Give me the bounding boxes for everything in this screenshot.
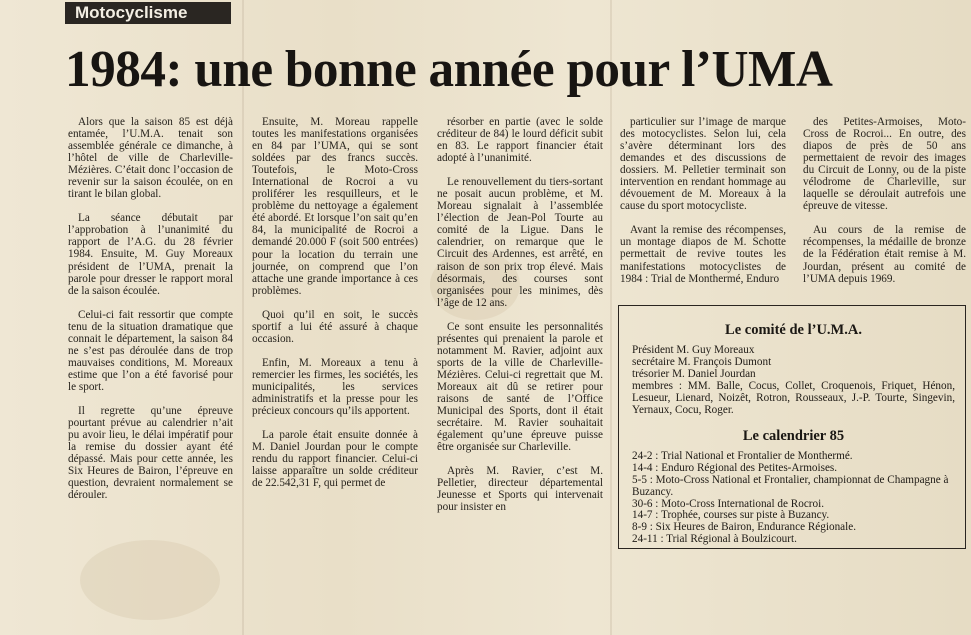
paragraph: Enfin, M. Moreaux a tenu à remercier les firmes, les sociétés, les municipalités, les services administratifs et la presse pour les précieux concours qu’ils apportent. xyxy=(252,356,418,418)
section-rubric: Motocyclisme xyxy=(65,2,231,24)
committee-calendar-box xyxy=(618,305,966,549)
paragraph: Alors que la saison 85 est déjà entamée, l’U.M.A. tenait son assemblée générale ce dimanche, à l’hôtel de ville de Charleville-Mézières. C’était donc l’occasion de revenir sur la saison écoulée, on en tirant le bilan global. xyxy=(68,116,233,201)
calendar-item: 14-7 : Trophée, courses sur piste à Buzancy. xyxy=(632,509,830,522)
paragraph: La séance débutait par l’approbation à l’unanimité du rapport de l’A.G. du 28 février 1984. Ensuite, M. Guy Moreaux président de l’UMA, prenait la parole pour dresser le rapport moral de la saison écoulée. xyxy=(68,212,233,297)
committee-treasurer: trésorier M. Daniel Jourdan xyxy=(632,367,756,380)
committee-members: membres : MM. Balle, Cocus, Collet, Croquenois, Friquet, Hénon, Lesueur, Lienard, Noizêt, Rotron, Rousseaux, J.-P. Tourte, Singevin, Yernaux, Cocu, Roger. xyxy=(632,380,955,417)
calendar-item: 24-11 : Trial Régional à Boulzicourt. xyxy=(632,532,797,545)
paragraph: Ce sont ensuite les personnalités présentes qui prenaient la parole et notamment M. Ravier, adjoint aux sports de la ville de Charleville-Mézières. Celui-ci regrettait que M. Moreaux ait dû se retirer pour raisons de santé de l’Office Municipal des Sports, dont il était secrétaire. M. Ravier souhaitait également qu’une épreuve puisse être organisée sur Charleville. xyxy=(437,320,603,454)
paragraph: des Petites-Armoises, Moto-Cross de Rocroi... En outre, des diapos de près de 50 ans permettaient de revoir des images du Circuit de Lonny, ou de la piste vélodrome de Charleville, sur laquelle se déroulait autrefois une épreuve de vitesse. xyxy=(803,116,966,213)
article-column-1 xyxy=(68,116,233,501)
article-column-5 xyxy=(803,116,966,285)
article-headline: 1984: une bonne année pour l’UMA xyxy=(65,41,833,98)
committee-secretary: secrétaire M. François Dumont xyxy=(632,355,772,368)
calendar-item: 5-5 : Moto-Cross National et Frontalier, championnat de Champagne à Buzancy. xyxy=(632,473,949,498)
paragraph: particulier sur l’image de marque des motocyclistes. Selon lui, cela s’avère déterminant lors des demandes et des discussions de dossiers. M. Pelletier terminait son intervention en rendant hommage au dévouement de M. Moreaux à la cause du sport motocycliste. xyxy=(620,116,786,213)
calendar-item: 30-6 : Moto-Cross International de Rocroi. xyxy=(632,497,825,510)
calendar-item: 8-9 : Six Heures de Bairon, Endurance Régionale. xyxy=(632,521,856,534)
paragraph: La parole était ensuite donnée à M. Daniel Jourdan pour le compte rendu du rapport financier. Celui-ci laisse apparaître un solde créditeur de 22.542,31 F, qui permet de xyxy=(252,429,418,490)
paper-stain xyxy=(80,540,220,620)
calendar-item: 14-4 : Enduro Régional des Petites-Armoises. xyxy=(632,462,838,475)
calendar-item: 24-2 : Trial National et Frontalier de Monthermé. xyxy=(632,450,853,463)
calendar-title: Le calendrier 85 xyxy=(742,428,845,445)
article-column-3 xyxy=(437,116,603,513)
paragraph: Au cours de la remise de récompenses, la médaille de bronze de la Fédération était remise à M. Jourdan, présent au comité de l’UMA depuis 1969. xyxy=(803,224,966,285)
paragraph: Quoi qu’il en soit, le succès sportif a lui été assuré à chaque occasion. xyxy=(252,308,418,345)
paragraph: Après M. Ravier, c’est M. Pelletier, directeur départemental Jeunesse et Sports qui intervenait pour insister en xyxy=(437,465,603,514)
paragraph: Celui-ci fait ressortir que compte tenu de la situation dramatique que connait le département, la saison 84 ne s’est pas déroulée dans de trop mauvaises conditions, M. Moreaux estime que l’on a été favorisé pour le sport. xyxy=(68,308,233,393)
committee-title: Le comité de l’U.M.A. xyxy=(725,322,862,338)
paragraph: Ensuite, M. Moreau rappelle toutes les manifestations organisées en 84 par l’UMA, qui se sont soldées par des francs succès. Toutefois, le Moto-Cross International de Rocroi a vu proliférer les resquilleurs, et le problème du nettoyage a également été abordé. Et lorsque l’on sait qu’en 84, la municipalité de Rocroi a demandé 20.000 F (soit 500 entrées) pour la location du terrain une journée, on comprend que l’on attache une grande importance à ces problèmes. xyxy=(252,116,418,297)
paragraph: Avant la remise des récompenses, un montage diapos de M. Schotte permettait de revive toutes les manifestations motocyclistes de 1984 : Trial de Monthermé, Enduro xyxy=(620,224,786,285)
article-column-4 xyxy=(620,116,786,285)
article-column-2 xyxy=(252,116,418,489)
committee-president: Président M. Guy Moreaux xyxy=(632,344,755,356)
paragraph: Il regrette qu’une épreuve pourtant prévue au calendrier n’ait pu avoir lieu, le délai impératif pour la remise du dossier ayant été dépassé. Mais pour cette année, les Six Heures de Bairon, l’épreuve en question, devraient normalement se dérouler. xyxy=(68,404,233,502)
paragraph: Le renouvellement du tiers-sortant ne posait aucun problème, et M. Moreau signalait à l’assemblée l’élection de Jean-Pol Tourte au comité de la Ligue. Dans le calendrier, on remarque que le Circuit des Ardennes, est arrêté, en raison de son prix trop élevé. Mais désormais, des courses sont organisées pour les minimes, dès l’âge de 12 ans. xyxy=(437,176,603,309)
paragraph: résorber en partie (avec le solde créditeur de 84) le lourd déficit subit en 83. Le rapport financier était adopté à l’unanimité. xyxy=(437,116,603,165)
